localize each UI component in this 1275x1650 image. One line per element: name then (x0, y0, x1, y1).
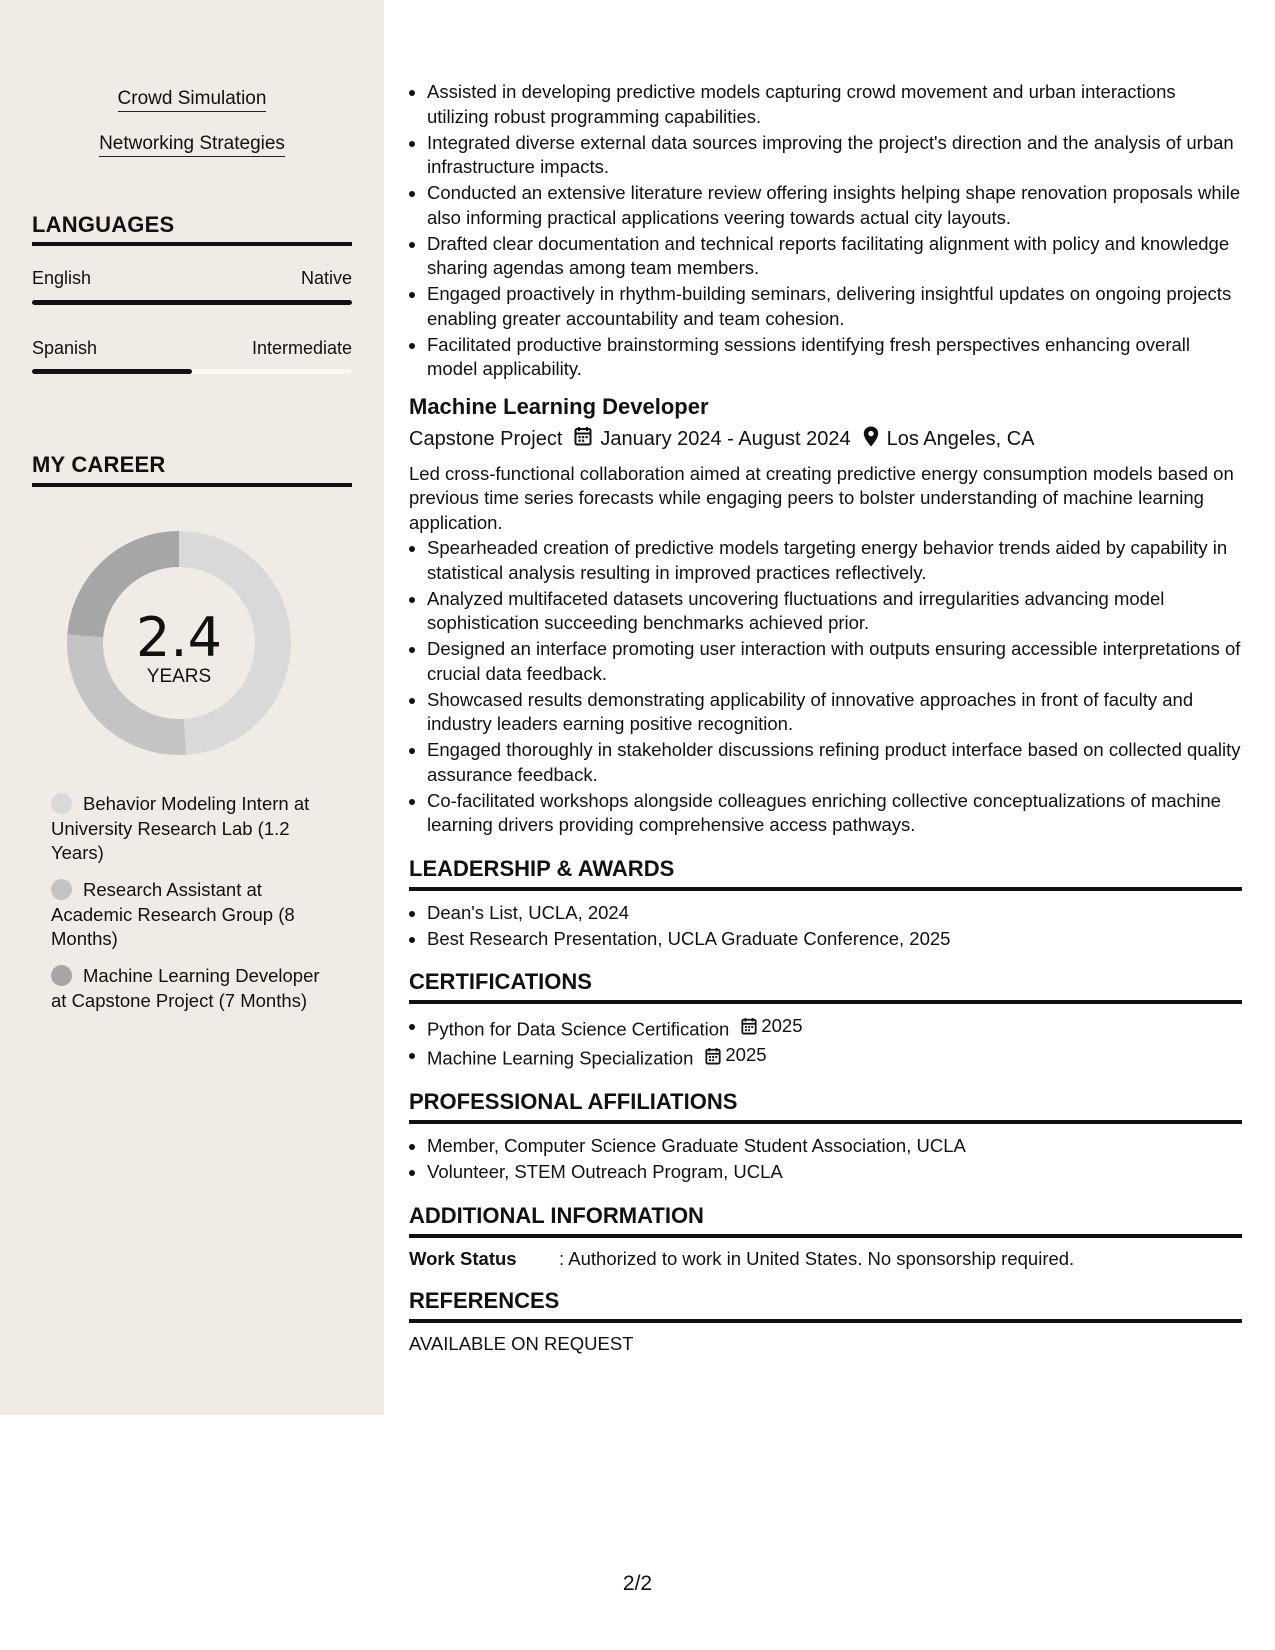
legend-dot (51, 965, 72, 986)
list-item: Assisted in developing predictive models capturing crowd movement and urban interactions utilizing robust programming capabilities. (409, 80, 1242, 129)
list-item: Analyzed multifaceted datasets uncovering fluctuations and irregularities advancing model sophistication succeeding benchmarks achieved prior. (409, 587, 1242, 636)
list-item: Designed an interface promoting user interaction with outputs ensuring accessible interpretations of crucial data feedback. (409, 637, 1242, 686)
certification-year: 2025 (725, 1044, 767, 1066)
leadership-heading: LEADERSHIP & AWARDS (409, 856, 1242, 891)
career-legend-item (51, 792, 331, 866)
list-item: Spearheaded creation of predictive models targeting energy behavior trends aided by capability in statistical analysis resulting in improved practices reflectively. (409, 536, 1242, 585)
legend-dot (51, 793, 72, 814)
list-item: Best Research Presentation, UCLA Graduate Conference, 2025 (409, 927, 1242, 952)
legend-label: Research Assistant at Academic Research Group (8 Months) (51, 879, 295, 949)
interest-item: Networking Strategies (0, 133, 384, 155)
list-item: Engaged proactively in rhythm-building seminars, delivering insightful updates on ongoing projects enabling greater accountability and team cohesion. (409, 282, 1242, 331)
map-pin-icon (863, 426, 879, 453)
language-row (32, 268, 352, 289)
list-item: Volunteer, STEM Outreach Program, UCLA (409, 1160, 1242, 1185)
list-item: Drafted clear documentation and technical reports facilitating alignment with policy and knowledge sharing agendas among team members. (409, 232, 1242, 281)
list-item: Conducted an extensive literature review offering insights helping shape renovation proposals while also informing practical applications veering towards actual city layouts. (409, 181, 1242, 230)
calendar-icon (574, 426, 592, 452)
career-unit: YEARS (146, 666, 212, 687)
affiliations-heading: PROFESSIONAL AFFILIATIONS (409, 1089, 1242, 1124)
work-status-value: : Authorized to work in United States. No sponsorship required. (559, 1247, 1075, 1269)
certifications-list (409, 1014, 1242, 1071)
language-row (32, 338, 352, 359)
heading-rule (32, 242, 352, 246)
career-donut-chart (66, 530, 292, 756)
job-bullets (409, 536, 1242, 838)
language-level: Native (300, 268, 352, 288)
list-item: Dean's List, UCLA, 2024 (409, 901, 1242, 926)
languages-heading: LANGUAGES (32, 212, 175, 237)
affiliations-list (409, 1134, 1242, 1185)
career-heading: MY CAREER (32, 452, 166, 477)
list-item: Member, Computer Science Graduate Student Association, UCLA (409, 1134, 1242, 1159)
main-content (409, 0, 1242, 1355)
career-total: 2.4 (136, 606, 222, 669)
career-legend-item (51, 964, 331, 1013)
previous-job-bullets (409, 80, 1242, 382)
legend-label: Behavior Modeling Intern at University Research Lab (1.2 Years) (51, 793, 310, 863)
certification-name: Machine Learning Specialization (427, 1047, 694, 1069)
list-item: Engaged thoroughly in stakeholder discussions refining product interface based on collected quality assurance feedback. (409, 738, 1242, 787)
job-location: Los Angeles, CA (886, 427, 1035, 450)
sidebar (0, 0, 384, 1415)
job-title: Machine Learning Developer (409, 393, 709, 419)
language-proficiency-fill (32, 300, 352, 305)
list-item: Integrated diverse external data sources improving the project's direction and the analysis of urban infrastructure impacts. (409, 131, 1242, 180)
language-level: Intermediate (251, 338, 352, 358)
page-number: 2/2 (622, 1572, 653, 1595)
work-status-label: Work Status (409, 1247, 517, 1269)
language-name: Spanish (32, 338, 98, 358)
career-legend-item (51, 878, 331, 952)
heading-rule (32, 483, 352, 487)
references-text: AVAILABLE ON REQUEST (409, 1332, 634, 1354)
work-status-row (409, 1248, 1242, 1270)
language-name: English (32, 268, 92, 288)
language-proficiency-bar (32, 300, 352, 305)
list-item: Facilitated productive brainstorming sessions identifying fresh perspectives enhancing overall model applicability. (409, 333, 1242, 382)
calendar-icon (705, 1047, 721, 1065)
certification-name: Python for Data Science Certification (427, 1018, 730, 1040)
job-description: Led cross-functional collaboration aimed at creating predictive energy consumption models based on previous time series forecasts while engaging peers to bolster understanding of machine learning application. (409, 462, 1234, 533)
leadership-list (409, 901, 1242, 952)
list-item: Showcased results demonstrating applicability of innovative approaches in front of faculty and industry leaders earning positive recognition. (409, 688, 1242, 737)
interest-item: Crowd Simulation (0, 88, 384, 110)
certification-year: 2025 (761, 1015, 803, 1036)
certifications-heading: CERTIFICATIONS (409, 969, 1242, 1004)
job-dates: January 2024 - August 2024 (600, 427, 851, 450)
list-item: Co-facilitated workshops alongside colleagues enriching collective conceptualizations of machine learning drivers providing comprehensive access pathways. (409, 789, 1242, 838)
references-heading: REFERENCES (409, 1288, 1242, 1323)
list-item (409, 1014, 1242, 1042)
job-company: Capstone Project (409, 427, 563, 450)
calendar-icon (741, 1017, 757, 1035)
language-proficiency-bar (32, 369, 352, 374)
additional-info-heading: ADDITIONAL INFORMATION (409, 1203, 1242, 1238)
legend-dot (51, 879, 72, 900)
job-meta (409, 426, 1242, 453)
list-item (409, 1043, 1242, 1071)
legend-label: Machine Learning Developer at Capstone Project (7 Months) (51, 965, 320, 1011)
language-proficiency-fill (32, 369, 192, 374)
